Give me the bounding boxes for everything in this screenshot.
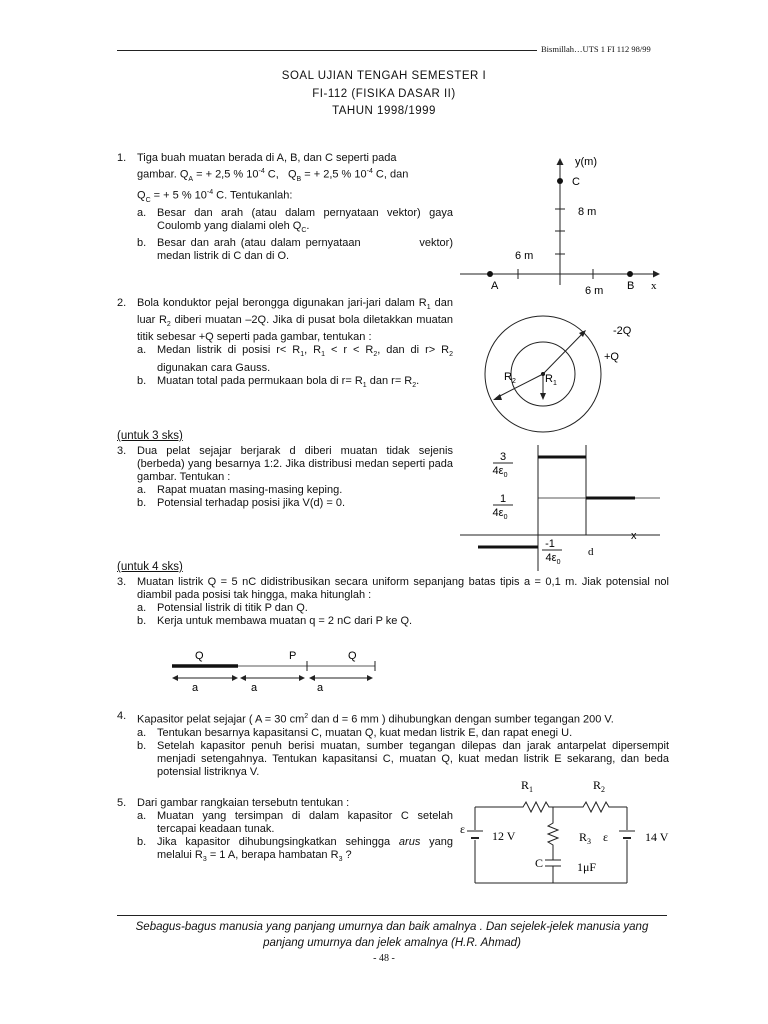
question-5: [117, 797, 453, 866]
distance-6m-left: 6 m: [515, 250, 534, 262]
q3a-intro: Dua pelat sejajar berjarak d diberi muatan tidak sejenis (berbeda) yang besarnya 1:2. Jika distribusi medan seperti pada gambar. Tentukan :: [137, 445, 453, 483]
label-eps2: ε: [603, 830, 609, 844]
point-a-label: A: [491, 280, 499, 292]
question-number: 2.: [117, 297, 127, 309]
question-number: 1.: [117, 152, 127, 164]
q3b-part-b: b. Kerja untuk membawa muatan q = 2 nC dari P ke Q.: [137, 615, 413, 627]
x-axis-arrow: [653, 271, 660, 278]
y-axis-label: y(m): [575, 156, 597, 168]
d-label: d: [588, 546, 594, 558]
label-a1: a: [192, 682, 199, 694]
question-4: [117, 710, 669, 779]
question-number: 5.: [117, 797, 127, 809]
label-r2: $R_2$: [593, 778, 606, 794]
label-a2: a: [251, 682, 258, 694]
q1-intro: Tiga buah muatan berada di A, B, dan C seperti pada: [137, 152, 397, 164]
q1-figure: [455, 150, 670, 300]
charge-a-point: [487, 271, 493, 277]
footer-quote-line-1: Sebagus-bagus manusia yang panjang umurnya dan baik amalnya . Dan sejelek-jelek manusia yang: [135, 921, 649, 933]
distance-8m: 8 m: [578, 206, 597, 218]
q4-part-b: b. Setelah kapasitor penuh berisi muatan, sumber tegangan dilepas dan jarak antarpelat dipersempit menjadi setengahnya. Tentukan kapasitansi C, muatan Q, kuat medan listrik E sekarang, dan beda potensial listriknya V.: [137, 739, 669, 778]
r3-branch: [548, 807, 558, 860]
question-number: 3.: [117, 576, 127, 588]
title-line-1: SOAL UJIAN TENGAH SEMESTER I: [281, 70, 487, 82]
label-a3: a: [317, 682, 324, 694]
question-number: 4.: [117, 710, 127, 722]
label-r1: $R_1$: [545, 373, 557, 387]
q4-part-a: a. Tentukan besarnya kapasitansi C, muatan Q, kuat medan listrik E, dan rapat enegi U.: [137, 726, 573, 739]
q3a-part-a: a. Rapat muatan masing-masing keping.: [137, 484, 343, 496]
label-12v: 12 V: [492, 829, 516, 843]
frac1-den: $4\varepsilon_0$: [492, 465, 508, 479]
top-wire-with-resistors: [475, 802, 627, 812]
distance-6m-right: 6 m: [585, 285, 604, 297]
question-1: [117, 152, 457, 263]
label-r3: $R_3$: [579, 830, 592, 846]
q4-intro: Kapasitor pelat sejajar ( A = 30 $cm^2$ dan d = 6 mm ) dihubungkan dengan sumber tegangan 200 V.: [137, 713, 614, 726]
charge-c-point: [557, 178, 563, 184]
frac1-num: 3: [499, 451, 507, 463]
question-3b: [117, 576, 669, 628]
q1-charges-line: gambar. $Q_A$ = + 2,5 % $10^{-4}$ C, $Q_B$ = + 2,5 % $10^{-4}$ C, dan: [137, 168, 409, 183]
label-q-rod: Q: [195, 650, 204, 662]
q5-part-b: b. Jika kapasitor dihubungsingkatkan sehingga arus yang melalui $R_3 = 1$ A, berapa hambatan $R_3$ ?: [137, 836, 453, 864]
label-14v: 14 V: [645, 830, 669, 844]
arrow-outer: [543, 332, 584, 374]
frac3-den: $4\varepsilon_0$: [545, 552, 561, 566]
label-eps1: ε: [460, 822, 466, 836]
page-number: - 48 -: [373, 953, 395, 964]
section-3-sks: (untuk 3 sks): [117, 430, 183, 442]
question-number: 3.: [117, 445, 127, 457]
frac2-den: $4\varepsilon_0$: [492, 507, 508, 521]
footer-quote-line-2: panjang umurnya dan jelek amalnya (H.R. Ahmad): [263, 937, 521, 949]
q3a-figure: [460, 443, 660, 573]
q3b-figure: [165, 646, 385, 696]
point-c-label: C: [572, 176, 580, 188]
frac2-num: 1: [499, 493, 507, 505]
q1-part-b: b. Besar dan arah (atau dalam pernyataan vektor) medan listrik di C dan di O.: [137, 236, 457, 262]
title-line-3: TAHUN 1998/1999: [332, 105, 436, 117]
label-p: P: [289, 650, 297, 662]
label-q-point: Q: [348, 650, 357, 662]
q3a-part-b: b. Potensial terhadap posisi jika V(d) = 0.: [137, 497, 346, 509]
label-minus-2q: -2Q: [613, 325, 632, 337]
q2-intro: Bola konduktor pejal berongga digunakan jari-jari dalam $R_1$ dan luar $R_2$ diberi muatan –2Q. Jika di pusat bola diletakkan muatan titik sebesar +Q seperti pada gambar, tentukan :: [137, 297, 454, 344]
label-c: C: [535, 856, 544, 870]
header-rule: [117, 50, 537, 51]
label-r1: $R_1$: [521, 778, 534, 794]
point-b-label: B: [627, 280, 635, 292]
x-axis-label: x: [651, 280, 657, 292]
q3b-intro: Muatan listrik Q = 5 nC didistribusikan secara uniform sepanjang batas tipis a = 0,1 m. Jiak potensial nol diambil pada posisi tak hingga, maka hitunglah :: [137, 576, 669, 601]
q2-part-a: a. Medan listrik di posisi $r< R_1$, $R_1 < r < R_2$, dan di $r> R_2$ digunakan cara Gauss.: [137, 344, 453, 374]
q5-intro: Dari gambar rangkaian tersebutn tentukan :: [137, 797, 350, 809]
frac3-num: -1: [545, 538, 555, 550]
label-1uf: 1μF: [577, 860, 597, 874]
question-2: [117, 297, 453, 392]
label-r2: $R_2$: [504, 371, 516, 385]
footer-rule: [117, 915, 667, 916]
y-axis-arrow: [557, 158, 564, 165]
q2-figure: [480, 312, 650, 437]
q5-circuit: [455, 775, 680, 890]
title-line-2: FI-112 (FISIKA DASAR II): [312, 88, 456, 100]
section-4-sks: (untuk 4 sks): [117, 561, 183, 573]
x-label: x: [631, 530, 637, 542]
label-plus-q: +Q: [604, 351, 619, 363]
q1-charge-c: $Q_C$ = + 5 % $10^{-4}$ C. Tentukanlah:: [137, 188, 293, 204]
charge-b-point: [627, 271, 633, 277]
q5-part-a: a. Muatan yang tersimpan di dalam kapasitor C setelah tercapai keadaan tunak.: [137, 810, 453, 835]
q1-part-a: a. Besar dan arah (atau dalam pernyataan vektor) gaya Coulomb yang dialami oleh $Q_C$.: [137, 206, 453, 234]
q3b-part-a: a. Potensial listrik di titik P dan Q.: [137, 602, 308, 614]
q2-part-b: b. Muatan total pada permukaan bola di $r= R_1$ dan $r= R_2$.: [137, 374, 420, 389]
question-3a: [117, 445, 453, 510]
header-text: Bismillah…UTS 1 FI 112 98/99: [541, 44, 651, 54]
